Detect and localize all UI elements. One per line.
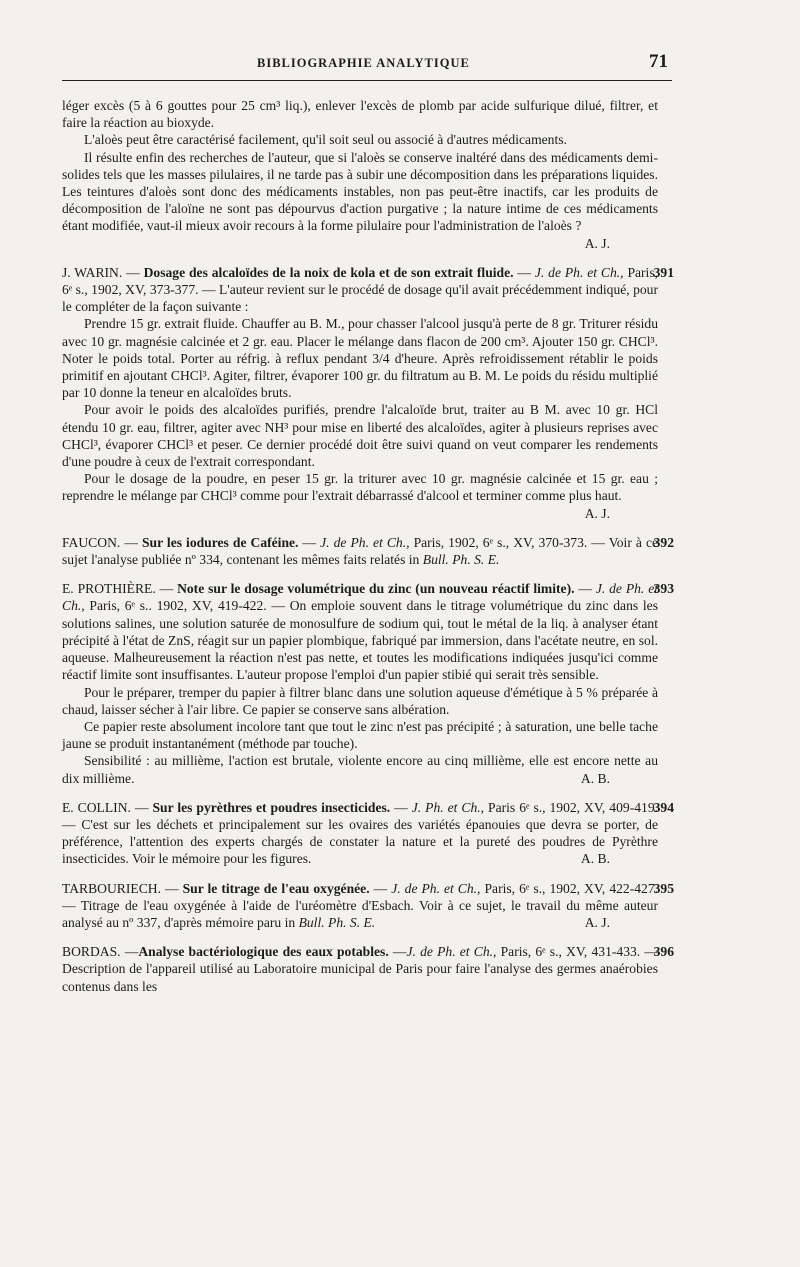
entry-heading: BORDAS. —Analyse bactériologique des eaux potables. —J. de Ph. et Ch., Paris, 6ᵉ s., XV, 431-433. — Description de l'appareil utilisé au Laboratoire municipal de Paris pour faire l'analyse des germes anaérobies contenus dans les bbox=[62, 944, 658, 994]
entry-journal: J. de Ph. et Ch., bbox=[391, 880, 481, 896]
entry-author: E. PROTHIÈRE. bbox=[62, 581, 156, 597]
entry-heading: J. WARIN. — Dosage des alcaloïdes de la noix de kola et de son extrait fluide. — J. de Ph. et Ch., Paris, 6ᵉ s., 1902, XV, 373-377. — L'auteur revient sur le procédé de dosage qu'il avait précédemment indiqué, pour le compléter de la façon suivante : bbox=[62, 264, 659, 315]
entry-text: Titrage de l'eau oxygénée à l'aide de l'uréomètre d'Esbach. Voir à ce sujet, le travail du même auteur analysé au nº 337, d'après mémoire paru in bbox=[62, 897, 658, 930]
bibliography-entry bbox=[62, 534, 674, 568]
entry-author: BORDAS. bbox=[62, 944, 121, 960]
bibliography-entry bbox=[62, 799, 674, 868]
bibliography-entry bbox=[62, 943, 674, 995]
signature: A. J. bbox=[584, 505, 610, 521]
entry-reference: Paris, 6ᵉ s., 1902, XV, 373-377. bbox=[62, 264, 659, 298]
signature: A. J. bbox=[584, 235, 610, 251]
page-body bbox=[62, 97, 674, 995]
entry-citation: Bull. Ph. S. E. bbox=[422, 552, 500, 568]
entry-heading: E. COLLIN. — Sur les pyrèthres et poudres insecticides. — J. Ph. et Ch., Paris 6ᵉ s., 1902, XV, 409-419. — C'est sur les déchets et principalement sur les ovaires des variétés épanouies que devra se porter, de préférence, l'attention des experts chargés de constater la nature et la pureté des poudres de Pyrèthre insecticides. Voir le mémoire pour les figures. A. B. bbox=[62, 799, 659, 867]
entry-author: TARBOURIECH. bbox=[62, 880, 161, 896]
continuation-paragraph: L'aloès peut être caractérisé facilement, qu'il soit seul ou associé à d'autres médicaments. bbox=[84, 132, 567, 148]
bibliography-entry bbox=[62, 264, 674, 522]
entry-author: FAUCON. bbox=[62, 534, 121, 550]
entry-number: 393 bbox=[653, 581, 674, 597]
continuation-paragraph bbox=[62, 149, 658, 252]
entry-paragraph: Prendre 15 gr. extrait fluide. Chauffer au B. M., pour chasser l'alcool jusqu'à perte de 8 gr. Triturer résidu avec 10 gr. magnésie calcinée et 2 gr. eau. Placer le mélange dans flacon de 200 cm³. Ajouter 150 gr. CHCl³. Noter le poids total. Porter au réfrig. à reflux pendant 3/4 d'heure. Après refroidissement rétablir le poids primitif en ajoutant CHCl³. Agiter, filtrer, évaporer 100 gr. du filtratum au B. M. Le poids du résidu multiplié par 10 donne la teneur en alcaloïdes bruts. bbox=[62, 316, 658, 401]
entry-title: Analyse bactériologique des eaux potables. bbox=[138, 944, 389, 960]
entry-title: Note sur le dosage volumétrique du zinc (un nouveau réactif limite). bbox=[177, 581, 575, 597]
entry-paragraph bbox=[62, 470, 658, 522]
entry-journal: J. de Ph. et Ch., bbox=[534, 264, 624, 280]
entry-text: Voir à ce sujet l'analyse publiée nº 334, contenant les mêmes faits relatés in bbox=[62, 534, 659, 568]
page-header bbox=[62, 50, 672, 81]
entry-reference: Paris 6ᵉ s., 1902, XV, 409-419. bbox=[488, 799, 659, 815]
entry-paragraph: Ce papier reste absolument incolore tant que tout le zinc n'est pas précipité ; à saturation, une belle tache jaune se produit instantanément (méthode par touche). bbox=[62, 718, 658, 752]
entry-author: E. COLLIN. bbox=[62, 799, 131, 815]
entry-text: Description de l'appareil utilisé au Laboratoire municipal de Paris pour faire l'analyse des germes anaérobies contenus dans les bbox=[62, 961, 658, 994]
running-title: BIBLIOGRAPHIE ANALYTIQUE bbox=[257, 56, 470, 70]
entry-number: 395 bbox=[653, 880, 674, 896]
entry-number: 396 bbox=[653, 944, 674, 960]
entry-reference: Paris, 6ᵉ s., XV, 431-433. bbox=[500, 944, 641, 960]
entry-heading: FAUCON. — Sur les iodures de Caféine. — J. de Ph. et Ch., Paris, 1902, 6ᵉ s., XV, 370-373. — Voir à ce sujet l'analyse publiée nº 334, contenant les mêmes faits relatés in Bull. Ph. S. E. bbox=[62, 534, 659, 568]
entry-heading: E. PROTHIÈRE. — Note sur le dosage volumétrique du zinc (un nouveau réactif limite). — J. de Ph. et Ch., Paris, 6ᵉ s.. 1902, XV, 419-422. — On emploie souvent dans le titrage volumétrique du zinc dans les solutions salines, une solution saturée de monosulfure de sodium qui, tout le métal de la liq. à analyser étant précipité à l'état de ZnS, réagit sur un papier plombique, fabriqué par immersion, dans l'acétate neutre, en sol. aqueuse. Malheureusement la réaction n'est pas nette, et toutes les modifications indiquées jusqu'ici comme réactif limite sont insuffisantes. L'auteur propose l'emploi d'un papier stibié qui serait très sensible. bbox=[62, 581, 659, 683]
entry-heading: TARBOURIECH. — Sur le titrage de l'eau oxygénée. — J. de Ph. et Ch., Paris, 6ᵉ s., 1902, XV, 422-427. — Titrage de l'eau oxygénée à l'aide de l'uréomètre d'Esbach. Voir à ce sujet, le travail du même auteur analysé au nº 337, d'après mémoire paru in Bull. Ph. S. E. A. J. bbox=[62, 880, 659, 930]
entry-number: 391 bbox=[653, 264, 674, 280]
entry-title: Sur les iodures de Caféine. bbox=[141, 534, 299, 550]
entry-paragraph: Pour avoir le poids des alcaloïdes purifiés, prendre l'alcaloïde brut, traiter au B M. avec 10 gr. HCl étendu 10 gr. eau, filtrer, agiter avec NH³ pour mise en liberté des alcaloïdes, agiter à plusieurs reprises avec CHCl³, évaporer CHCl³ et peser. Ce dernier procédé doit être suivi quand on veut comparer les rendements d'une poudre à ceux de l'extrait correspondant. bbox=[62, 402, 658, 470]
entry-journal: J. de Ph. et Ch., bbox=[406, 944, 497, 960]
entry-reference: Paris, 6ᵉ s.. 1902, XV, 419-422. bbox=[89, 598, 267, 614]
entry-number: 394 bbox=[653, 799, 674, 815]
continuation-paragraph: léger excès (5 à 6 gouttes pour 25 cm³ liq.), enlever l'excès de plomb par acide sulfurique dilué, filtrer, et faire la réaction au bioxyde. bbox=[62, 98, 658, 131]
entry-text: Sensibilité : au millième, l'action est brutale, violente encore au cinq millième, elle est encore nette au dix millième. bbox=[62, 753, 658, 786]
entry-title: Sur les pyrèthres et poudres insecticides. bbox=[152, 799, 391, 815]
bibliography-entry bbox=[62, 880, 674, 932]
signature: A. B. bbox=[580, 851, 610, 867]
entry-title: Dosage des alcaloïdes de la noix de kola et de son extrait fluide. bbox=[143, 264, 514, 280]
entry-text: On emploie souvent dans le titrage volumétrique du zinc dans les solutions salines, une solution saturée de monosulfure de sodium qui, tout le métal de la liq. à analyser étant précipité à l'état de ZnS, réagit sur un papier plombique, fabriqué par immersion, dans l'acétate neutre, en sol. aqueuse. Malheureusement la réaction n'est pas nette, et toutes les modifications indiquées jusqu'ici comme réactif limite sont insuffisantes. L'auteur propose l'emploi d'un papier stibié qui serait très sensible. bbox=[62, 598, 659, 683]
entry-paragraph bbox=[62, 752, 658, 786]
entry-text: Pour le dosage de la poudre, en peser 15 gr. la triturer avec 10 gr. magnésie calcinée et 15 gr. eau ; reprendre le mélange par CHCl³ comme pour l'extrait débarrassé d'alcool et terminer comme plus haut. bbox=[62, 471, 658, 504]
continuation-text: Il résulte enfin des recherches de l'auteur, que si l'aloès se conserve inaltéré dans des médicaments demi-solides tels que les masses pilulaires, il ne tarde pas à subir une décomposition dans les préparations liquides. Les teintures d'aloès sont donc des médicaments instables, non pas peut-être inactifs, car les produits de décomposition de l'aloïne ne sont pas dépourvus d'action purgative ; la nature intime de ces médicaments étant modifiée, vaut-il mieux avoir recours à la forme pilulaire pour l'administration de l'aloès ? bbox=[62, 149, 658, 234]
page-number: 71 bbox=[649, 51, 668, 72]
entry-reference: Paris, 1902, 6ᵉ s., XV, 370-373. bbox=[413, 534, 588, 550]
entry-title: Sur le titrage de l'eau oxygénée. bbox=[182, 880, 370, 896]
entry-paragraph: Pour le préparer, tremper du papier à filtrer blanc dans une solution aqueuse d'émétique à 5 % préparée à chaud, laisser sécher à l'air libre. Ce papier se conserve sans albération. bbox=[62, 684, 658, 717]
entry-citation: Bull. Ph. S. E. bbox=[298, 914, 376, 930]
signature: A. J. bbox=[584, 914, 610, 930]
entry-journal: J. de Ph. et Ch., bbox=[62, 581, 659, 614]
entry-journal: J. de Ph. et Ch., bbox=[320, 534, 410, 550]
bibliography-entry bbox=[62, 580, 674, 786]
entry-author: J. WARIN. bbox=[62, 264, 123, 280]
entry-text: L'auteur revient sur le procédé de dosage qu'il avait précédemment indiqué, pour le compléter de la façon suivante : bbox=[62, 282, 658, 315]
entry-text: C'est sur les déchets et principalement sur les ovaires des variétés épanouies que devra se porter, de préférence, l'attention des experts chargés de constater la nature et la pureté des poudres de Pyrèthre insecticides. Voir le mémoire pour les figures. bbox=[62, 816, 658, 867]
entry-reference: Paris, 6ᵉ s., 1902, XV, 422-427. bbox=[484, 880, 659, 896]
entry-number: 392 bbox=[653, 534, 674, 550]
entry-journal: J. Ph. et Ch., bbox=[411, 799, 485, 815]
signature: A. B. bbox=[580, 770, 610, 786]
